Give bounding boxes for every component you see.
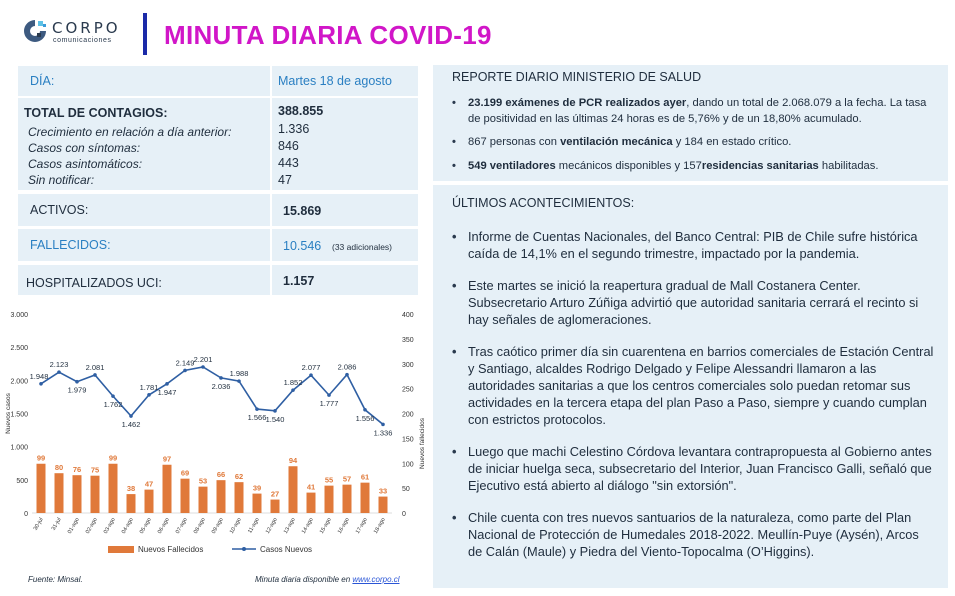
bar-data-label: 99 xyxy=(108,453,118,463)
reporte-item-bold: ventilación mecánica xyxy=(560,136,673,148)
bar-data-label: 57 xyxy=(342,474,352,484)
y-right-tick-label: 250 xyxy=(402,386,414,394)
line-data-label: 1.540 xyxy=(265,414,285,424)
corpo-logo-icon xyxy=(22,18,48,44)
uci-label: HOSPITALIZADOS UCI: xyxy=(26,276,162,290)
line-data-label: 1.566 xyxy=(247,413,267,423)
x-tick-label: 12-ago xyxy=(264,517,279,535)
bar-nuevos-fallecidos xyxy=(163,465,172,513)
bar-nuevos-fallecidos xyxy=(217,480,226,513)
x-tick-label: 05-ago xyxy=(138,517,153,535)
legend-bar-swatch xyxy=(108,546,134,553)
reporte-item-text: , dando un total de 2.068.079 a la fecha. La tasa de positividad en las últimas 24 horas es de 5,76% y de un 18,80% acumulado. xyxy=(468,97,927,125)
bar-data-label: 62 xyxy=(234,472,244,482)
bar-nuevos-fallecidos xyxy=(235,482,244,513)
bar-data-label: 41 xyxy=(306,482,316,492)
bar-nuevos-fallecidos xyxy=(379,497,388,513)
y-right-tick-label: 350 xyxy=(402,336,414,344)
legend-line-marker xyxy=(242,547,246,551)
footer-source: Fuente: Minsal. xyxy=(28,575,83,584)
bar-nuevos-fallecidos xyxy=(271,500,280,513)
line-data-label: 1.979 xyxy=(67,385,87,395)
x-tick-label: 06-ago xyxy=(156,517,171,535)
x-tick-label: 08-ago xyxy=(192,517,207,535)
reporte-title: REPORTE DIARIO MINISTERIO DE SALUD xyxy=(452,70,702,84)
bar-nuevos-fallecidos xyxy=(109,464,118,513)
bar-nuevos-fallecidos xyxy=(73,475,82,513)
ultimos-item: • Este martes se inició la reapertura gradual de Mall Costanera Center. Subsecretario Arturo Zúñiga advirtió que autoridad sanitaria cerrará el recinto si hay señales de aglomeraciones. xyxy=(452,277,935,328)
line-point-casos-nuevos xyxy=(147,393,151,397)
y-left-axis-title: Nuevos casos xyxy=(5,393,12,434)
line-point-casos-nuevos xyxy=(129,414,133,418)
ultimos-list xyxy=(452,228,935,575)
bar-nuevos-fallecidos xyxy=(91,476,100,513)
line-point-casos-nuevos xyxy=(201,365,205,369)
x-tick-label: 04-ago xyxy=(120,517,135,535)
reporte-item-text: mecánicos disponibles y 157 xyxy=(555,159,702,172)
line-data-label: 2.123 xyxy=(49,360,69,370)
line-point-casos-nuevos xyxy=(381,423,385,427)
bar-data-label: 38 xyxy=(126,484,136,494)
line-data-label: 1.947 xyxy=(157,387,177,397)
y-left-tick-label: 1.500 xyxy=(10,411,28,419)
line-data-label: 2.149 xyxy=(175,358,195,368)
dia-label-cell xyxy=(18,66,270,96)
bar-nuevos-fallecidos xyxy=(181,479,190,513)
x-tick-label: 17-ago xyxy=(354,517,369,535)
y-right-axis-title: Nuevos fallecidos xyxy=(419,418,426,469)
line-point-casos-nuevos xyxy=(309,373,313,377)
bar-nuevos-fallecidos xyxy=(325,486,334,513)
x-tick-label: 16-ago xyxy=(336,517,351,535)
line-point-casos-nuevos xyxy=(183,369,187,373)
crecimiento-value: 1.336 xyxy=(278,122,310,136)
bar-data-label: 66 xyxy=(216,470,226,480)
footer-url-link[interactable]: www.corpo.cl xyxy=(352,575,400,584)
y-left-tick-label: 3.000 xyxy=(10,312,28,319)
y-left-tick-label: 0 xyxy=(24,511,28,518)
bar-data-label: 33 xyxy=(378,486,388,496)
reporte-item-text: habilitadas. xyxy=(818,159,879,172)
line-data-label: 2.086 xyxy=(337,362,357,372)
bar-nuevos-fallecidos xyxy=(289,466,298,513)
asintomaticos-value: 443 xyxy=(278,156,299,170)
bar-data-label: 94 xyxy=(288,456,298,466)
sintomas-value: 846 xyxy=(278,139,299,153)
y-left-tick-label: 1.000 xyxy=(10,444,28,452)
x-tick-label: 14-ago xyxy=(300,517,315,535)
y-right-tick-label: 50 xyxy=(402,486,410,494)
x-tick-label: 31-jul xyxy=(50,517,63,532)
line-data-label: 2.081 xyxy=(85,362,105,372)
activos-label: ACTIVOS: xyxy=(30,203,89,217)
reporte-item-bold: residencias sanitarias xyxy=(701,159,819,172)
line-point-casos-nuevos xyxy=(93,373,97,377)
y-right-tick-label: 100 xyxy=(402,461,414,469)
dia-value: Martes 18 de agosto xyxy=(278,74,392,88)
y-right-tick-label: 300 xyxy=(402,361,414,369)
line-point-casos-nuevos xyxy=(345,373,349,377)
footer-note-text: Minuta diaria disponible en xyxy=(255,575,353,584)
line-data-label: 1.462 xyxy=(121,420,141,430)
line-data-label: 2.201 xyxy=(193,355,213,365)
bar-data-label: 47 xyxy=(144,479,154,489)
fallecidos-label: FALLECIDOS: xyxy=(30,238,111,252)
bar-nuevos-fallecidos xyxy=(361,483,370,513)
line-data-label: 1.852 xyxy=(283,378,303,388)
ultimos-item: • Informe de Cuentas Nacionales, del Banco Central: PIB de Chile sufre histórica caída de 14,1% en el segundo trimestre, impactado por la pandemia. xyxy=(452,228,935,262)
x-tick-label: 13-ago xyxy=(282,517,297,535)
line-data-label: 1.781 xyxy=(139,382,159,392)
line-point-casos-nuevos xyxy=(363,408,367,412)
line-data-label: 1.948 xyxy=(29,371,49,381)
uci-value: 1.157 xyxy=(283,274,315,288)
total-value: 388.855 xyxy=(278,104,324,118)
y-right-tick-label: 0 xyxy=(402,511,406,518)
bar-data-label: 69 xyxy=(180,468,190,478)
line-point-casos-nuevos xyxy=(39,382,43,386)
bar-data-label: 97 xyxy=(162,454,172,464)
y-right-tick-label: 400 xyxy=(402,312,414,319)
bar-data-label: 27 xyxy=(270,489,280,499)
y-left-tick-label: 2.500 xyxy=(10,345,28,353)
line-point-casos-nuevos xyxy=(327,393,331,397)
y-right-tick-label: 150 xyxy=(402,436,414,444)
logo-subtitle: comunicaciones xyxy=(53,37,112,44)
line-point-casos-nuevos xyxy=(165,382,169,386)
line-point-casos-nuevos xyxy=(273,409,277,413)
bar-data-label: 61 xyxy=(360,472,370,482)
reporte-item-text: y 184 en estado crítico. xyxy=(672,136,792,148)
crecimiento-label: Crecimiento en relación a día anterior: xyxy=(28,125,232,139)
line-data-label: 1.777 xyxy=(319,399,339,409)
logo-name: CORPO xyxy=(52,19,121,37)
ultimos-item: • Luego que machi Celestino Córdova levantara contrapropuesta al Gobierno antes de iniciar huelga seca, subsecretario del Interior, Juan Francisco Galli, señaló que Ejecutivo está abierto al diálogo "sin extorsión". xyxy=(452,443,935,494)
dia-label: DÍA: xyxy=(30,74,55,88)
bar-data-label: 80 xyxy=(54,463,64,473)
bar-nuevos-fallecidos xyxy=(127,494,136,513)
fallecidos-note: (33 adicionales) xyxy=(332,242,393,252)
reporte-item xyxy=(452,135,932,151)
bar-nuevos-fallecidos xyxy=(343,485,352,513)
reporte-item xyxy=(452,159,932,175)
footer-note xyxy=(255,575,400,584)
line-point-casos-nuevos xyxy=(75,380,79,384)
line-data-label: 2.036 xyxy=(211,381,231,391)
line-data-label: 2.077 xyxy=(301,363,321,373)
activos-value: 15.869 xyxy=(283,204,322,218)
bar-nuevos-fallecidos xyxy=(55,473,64,513)
asintomaticos-label: Casos asintomáticos: xyxy=(28,157,143,171)
line-data-label: 1.336 xyxy=(373,428,393,438)
ultimos-item: • Chile cuenta con tres nuevos santuarios de la naturaleza, como parte del Plan Nacional de Protección de Humedales 2018-2022. Meullín-Puye (Aysén), Arcos de Calán (Maule) y Piedra del Viento-Topocalma (O’Higgins). xyxy=(452,509,935,560)
title-divider xyxy=(143,13,147,55)
bar-data-label: 39 xyxy=(252,483,262,493)
x-tick-label: 10-ago xyxy=(228,517,243,535)
y-left-tick-label: 2.000 xyxy=(10,378,28,386)
sin-notificar-label: Sin notificar: xyxy=(28,173,95,187)
reporte-item-text: 867 personas con xyxy=(468,136,561,148)
reporte-item-bold: 23.199 exámenes de PCR realizados ayer xyxy=(468,97,687,109)
line-point-casos-nuevos xyxy=(219,376,223,380)
ultimos-item: • Tras caótico primer día sin cuarentena en barrios comerciales de Estación Central y Santiago, alcaldes Rodrigo Delgado y Felipe Alessandri llamaron a las autoridades sanitarias a que los centros comerciales solo puedan retomar sus actividades en la tercera etapa del plan Paso a Paso, siempre y cuando cumplan con estrictos protocolos. xyxy=(452,343,935,428)
x-tick-label: 02-ago xyxy=(84,517,99,535)
bar-data-label: 53 xyxy=(198,476,208,486)
line-point-casos-nuevos xyxy=(255,407,259,411)
line-point-casos-nuevos xyxy=(111,394,115,398)
legend-label-fallecidos: Nuevos Fallecidos xyxy=(138,545,204,554)
page-title: MINUTA DIARIA COVID-19 xyxy=(164,20,492,50)
line-casos-nuevos xyxy=(41,367,383,424)
reporte-item-bold: 549 ventiladores xyxy=(468,159,556,172)
y-left-tick-label: 500 xyxy=(16,477,28,485)
bar-data-label: 76 xyxy=(72,465,82,475)
bar-nuevos-fallecidos xyxy=(37,464,46,513)
reporte-list xyxy=(452,96,932,182)
line-data-label: 1.762 xyxy=(103,400,123,410)
x-tick-label: 07-ago xyxy=(174,517,189,535)
line-data-label: 1.988 xyxy=(229,369,249,379)
sin-notificar-value: 47 xyxy=(278,173,292,187)
line-point-casos-nuevos xyxy=(237,379,241,383)
x-tick-label: 09-ago xyxy=(210,517,225,535)
y-right-tick-label: 200 xyxy=(402,411,414,419)
legend-label-casos: Casos Nuevos xyxy=(260,545,313,554)
x-tick-label: 01-ago xyxy=(66,517,81,535)
x-tick-label: 15-ago xyxy=(318,517,333,535)
reporte-item xyxy=(452,96,932,127)
sintomas-label: Casos con síntomas: xyxy=(28,141,141,155)
bar-data-label: 75 xyxy=(90,465,100,475)
bar-nuevos-fallecidos xyxy=(307,493,316,513)
line-data-label: 1.556 xyxy=(355,413,375,423)
ultimos-title: ÚLTIMOS ACONTECIMIENTOS: xyxy=(452,196,635,210)
corpo-logo xyxy=(22,16,142,52)
bar-nuevos-fallecidos xyxy=(199,487,208,513)
x-tick-label: 03-ago xyxy=(102,517,117,535)
line-point-casos-nuevos xyxy=(291,388,295,392)
line-point-casos-nuevos xyxy=(57,370,61,374)
x-tick-label: 18-ago xyxy=(372,517,387,535)
fallecidos-value: 10.546 xyxy=(283,239,322,253)
total-label: TOTAL DE CONTAGIOS: xyxy=(24,106,168,120)
x-tick-label: 30-jul xyxy=(32,517,45,532)
x-tick-label: 11-ago xyxy=(247,517,261,535)
covid-chart xyxy=(0,300,430,570)
bar-nuevos-fallecidos xyxy=(253,494,262,513)
bar-data-label: 99 xyxy=(36,453,46,463)
bar-data-label: 55 xyxy=(324,475,334,485)
bar-nuevos-fallecidos xyxy=(145,490,154,513)
